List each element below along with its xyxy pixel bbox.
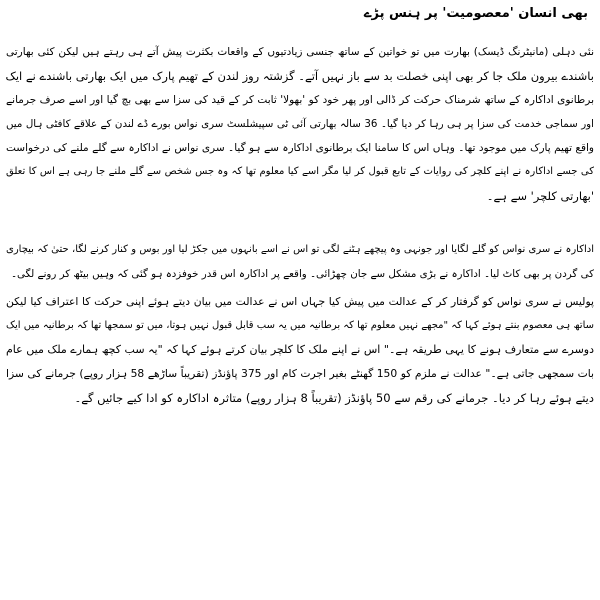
news-article [6,4,594,410]
paragraph-line: دوسرے سے متعارف ہونے کا یہی طریقہ ہے۔" اس نے اپنے ملک کا کلچر بیان کرتے ہوئے کہا کہ "یہ سب کچھ ہمارے ملک میں عام [6,343,594,356]
article-title: بھی انسان 'معصومیت' پر ہنس پڑے [363,6,588,21]
paragraph-line: باشندے بیرون ملک جا کر بھی اپنی خصلت بد سے باز نہیں آتے۔ گزشتہ روز لندن کے تھیم پارک میں ایک بھارتی باشندے نے ایک [6,69,594,83]
paragraph-line: کی گردن پر بھی کاٹ لیا۔ اداکارہ نے بڑی مشکل سے جان چھڑائی۔ واقعے پر اداکارہ اس قدر خوفزدہ ہو گئی کہ وہیں بیٹھ کر رونے لگی۔ [10,268,594,280]
article-paragraph-2 [6,238,594,286]
paragraph-line: واقع تھیم پارک میں موجود تھا۔ وہاں اس کا سامنا ایک برطانوی اداکارہ سے ہو گیا۔ سری نواس نے اداکارہ سے گلے ملنے کی درخواست [6,142,594,154]
article-paragraph-1 [6,40,594,208]
paragraph-line: اداکارہ نے سری نواس کو گلے لگایا اور جونہی وہ پیچھے ہٹنے لگی تو اس نے اسے بانہوں میں جکڑ لیا اور بوس و کنار کرنے لگا، حتیٰ کہ بیچاری [6,244,594,255]
paragraph-line: پولیس نے سری نواس کو گرفتار کر کے عدالت میں پیش کیا جہاں اس نے عدالت میں بیان دیتے ہوئے اپنی حرکت کا اعتراف کیا لیکن [6,295,594,308]
paragraph-line: ساتھ ہی معصوم بنتے ہوئے کہا کہ "مجھے نہیں معلوم تھا کہ برطانیہ میں یہ سب قابل قبول نہیں ہوتا، میں تو سمجھا تھا کہ برطانیہ میں ایک [6,320,594,331]
paragraph-line: دیتے ہوئے رہا کر دیا۔ جرمانے کی رقم سے 50 پاؤنڈز (تقریباً 8 ہزار روپے) متاثرہ اداکارہ کو ادا کیے جائیں گے۔ [74,391,594,405]
paragraph-spacer [6,208,594,238]
paragraph-line: 'بھارتی کلچر' سے ہے۔ [486,189,594,203]
paragraph-line: برطانوی اداکارہ کے ساتھ شرمناک حرکت کر ڈالی اور پھر خود کو 'بھولا' ثابت کر کے قید کی سزا سے بھی بچ گیا اور اسے صرف جرمانے [6,94,594,106]
paragraph-line: نئی دہلی (مانیٹرنگ ڈیسک) بھارت میں تو خواتین کے ساتھ جنسی زیادتیوں کے واقعات بکثرت پیش آتے ہی رہتے ہیں لیکن کئی بھارتی [6,46,594,58]
article-paragraph-3 [6,290,594,410]
paragraph-line: اور سماجی خدمت کی سزا پر ہی رہا کر دیا گیا۔ 36 سالہ بھارتی آئی ٹی سپیشلسٹ سری نواس بورے ڈے لندن کے علاقے کافٹی ہال میں [6,118,594,130]
paragraph-line: کی جسے اداکارہ نے اپنے کلچر کی روایات کے تابع قبول کر لیا مگر اسے کیا معلوم تھا کہ وہ جس شخص سے گلے ملنے جا رہی ہے اس کا تعلق [6,166,594,177]
paragraph-line: بات سمجھی جاتی ہے۔" عدالت نے ملزم کو 150 گھنٹے بغیر اجرت کام اور 375 پاؤنڈز (تقریباً ساڑھے 58 ہزار روپے) جرمانے کی سزا [6,367,594,380]
